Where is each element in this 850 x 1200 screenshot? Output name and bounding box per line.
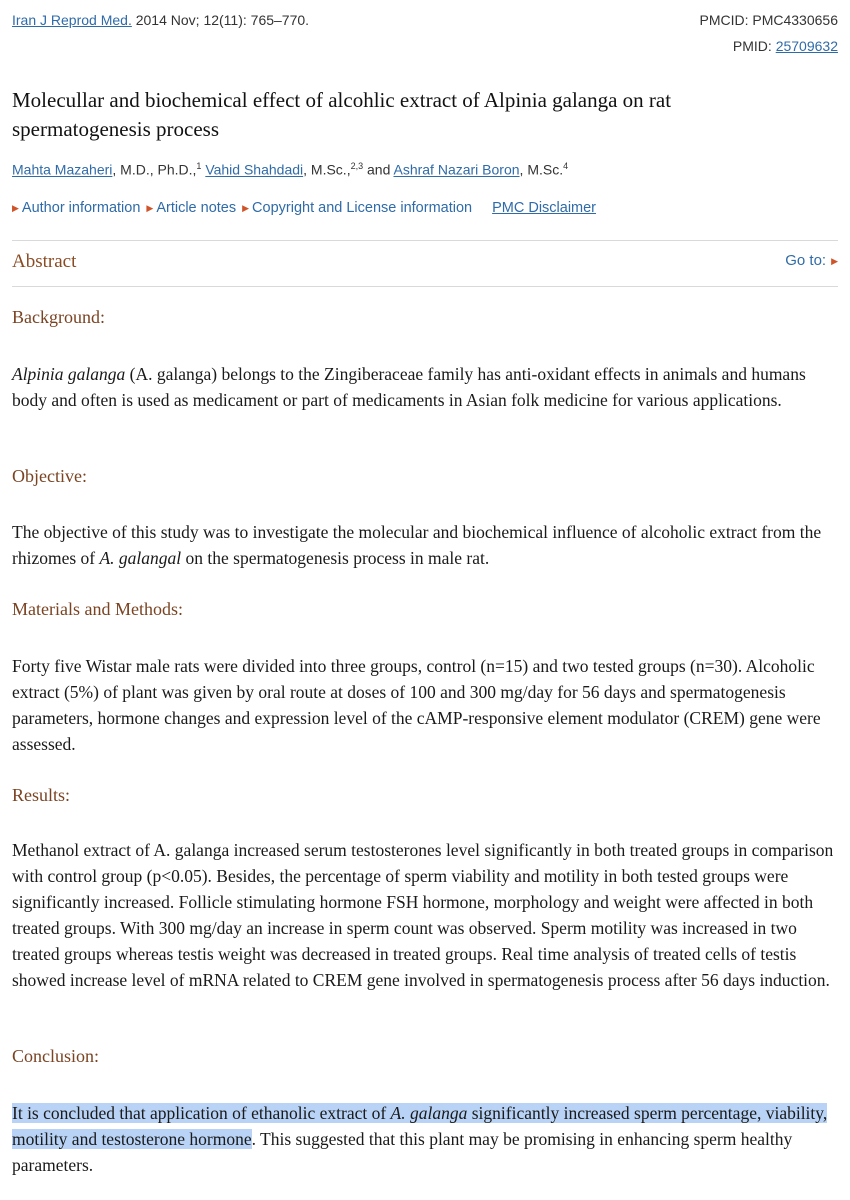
author-degree-3: , M.Sc. (519, 161, 564, 178)
selected-text: It is concluded that application of ethanolic extract of A. galanga significantly increased sperm percentage, viability, motility and testosterone hormone (12, 1103, 828, 1149)
triangle-right-icon: ▶ (146, 203, 154, 213)
author-list (12, 161, 568, 178)
triangle-right-icon: ▶ (12, 203, 19, 213)
objective-heading: Objective: (12, 466, 87, 486)
pmid (733, 38, 838, 54)
author-degree-1: , M.D., Ph.D., (112, 161, 197, 178)
journal-link[interactable]: Iran J Reprod Med. (12, 12, 132, 28)
pmid-label: PMID: (732, 38, 776, 54)
goto-menu[interactable]: Go to: ▶ (785, 252, 838, 269)
divider (12, 240, 838, 241)
pmcid: PMCID: PMC4330656 (699, 12, 838, 28)
copyright-license-toggle[interactable]: ▶ Copyright and License information (242, 200, 473, 216)
authors-and: and (363, 161, 394, 178)
article-notes-toggle[interactable]: ▶ Article notes (146, 200, 237, 216)
article-title: Molecullar and biochemical effect of alcohlic extract of Alpinia galanga on rat spermatogenesis process (12, 88, 672, 141)
background-heading: Background: (12, 307, 105, 327)
results-heading: Results: (12, 785, 71, 805)
author-affil-1: 1 (196, 161, 202, 171)
author-link-1[interactable]: Mahta Mazaheri (12, 161, 113, 178)
author-link-3[interactable]: Ashraf Nazari Boron (393, 161, 520, 178)
methods-heading: Materials and Methods: (12, 599, 183, 619)
citation-details: 2014 Nov; 12(11): 765–770. (131, 12, 310, 28)
author-affil-3: 4 (563, 161, 569, 171)
triangle-right-icon: ▶ (831, 256, 838, 266)
background-text: Alpinia galanga (A. galanga) belongs to the Zingiberaceae family has anti-oxidant effects in animals and humans body and often is used as medicament or part of medicaments in Asian folk medicine for various applications. (12, 364, 806, 410)
results-text: Methanol extract of A. galanga increased serum testosterones level significantly in both treated groups in comparison with control group (p<0.05). Besides, the percentage of sperm viability and motility in both tested groups were significantly increased. Follicle stimulating hormone FSH hormone, morphology and weight were affected in both treated groups. With 300 mg/day an increase in sperm count was observed. Sperm motility was increased in two treated groups whereas testis weight was decreased in treated groups. Real time analysis of treated cells of testis showed increase level of mRNA related to CREM gene involved in spermatogenesis process after 56 days induction. (12, 840, 834, 990)
author-information-toggle[interactable]: ▶ Author information (12, 200, 141, 216)
objective-text: The objective of this study was to investigate the molecular and biochemical influence of alcoholic extract from the rhizomes of A. galangal on the spermatogenesis process in male rat. (12, 522, 822, 568)
pmc-disclaimer-link[interactable]: PMC Disclaimer (492, 200, 597, 216)
pmid-link[interactable]: 25709632 (775, 38, 838, 54)
divider (12, 286, 838, 287)
author-affil-2: 2,3 (350, 161, 364, 171)
author-link-2[interactable]: Vahid Shahdadi (205, 161, 304, 178)
article-info-links (12, 200, 596, 216)
journal-citation (12, 12, 309, 28)
author-degree-2: , M.Sc., (303, 161, 351, 178)
abstract-heading: Abstract (12, 251, 77, 272)
triangle-right-icon: ▶ (242, 203, 250, 213)
conclusion-text: It is concluded that application of ethanolic extract of A. galanga significantly increased sperm percentage, viability, motility and testosterone hormone. This suggested that this plant may be promising in enhancing sperm healthy parameters. (12, 1103, 828, 1175)
conclusion-heading: Conclusion: (12, 1046, 100, 1066)
methods-text: Forty five Wistar male rats were divided into three groups, control (n=15) and two tested groups (n=30). Alcoholic extract (5%) of plant was given by oral route at doses of 100 and 300 mg/day for 56 days and spermatogenesis parameters, hormone changes and expression level of the cAMP-responsive element modulator (CREM) gene were assessed. (12, 656, 821, 754)
